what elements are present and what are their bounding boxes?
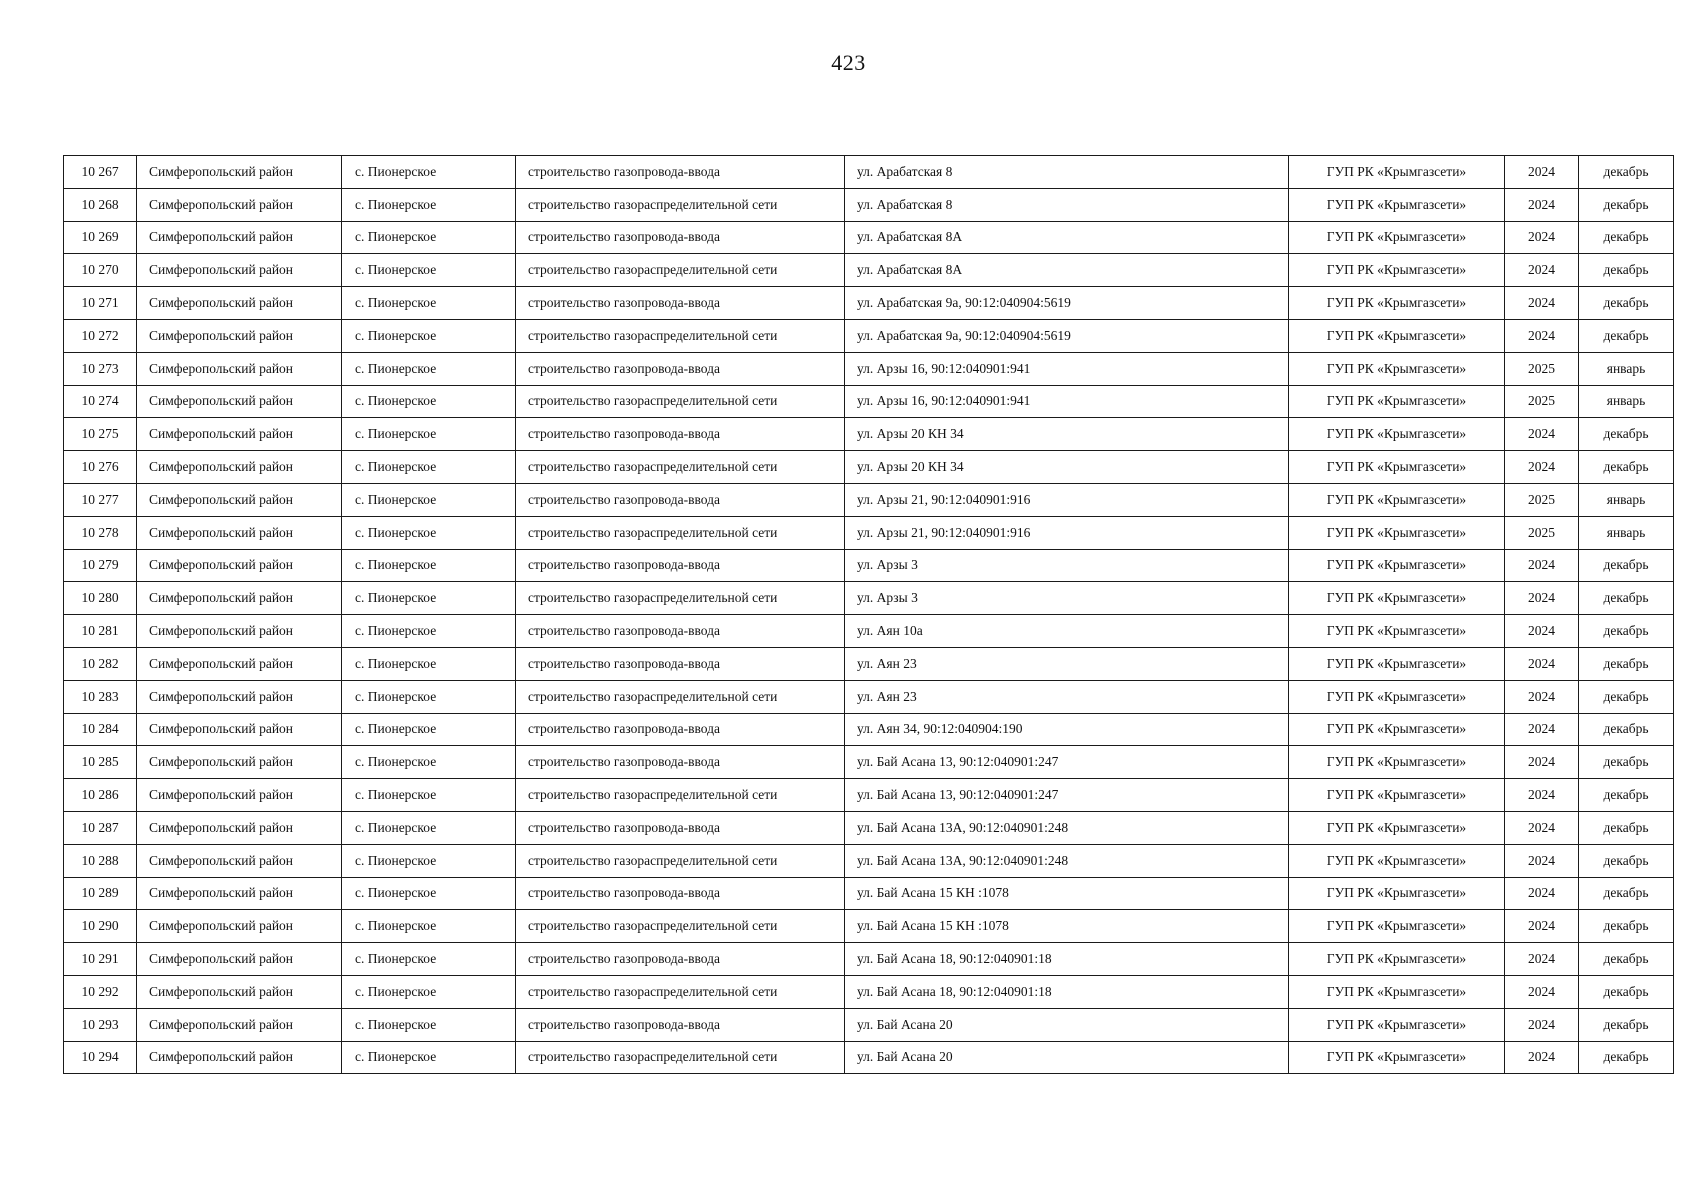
- year-cell: 2024: [1505, 188, 1579, 221]
- district-cell: Симферопольский район: [137, 188, 342, 221]
- work-type-cell: строительство газопровода-ввода: [516, 943, 845, 976]
- month-cell: декабрь: [1579, 680, 1674, 713]
- month-cell: декабрь: [1579, 418, 1674, 451]
- month-cell: январь: [1579, 385, 1674, 418]
- address-cell: ул. Арабатская 8: [845, 156, 1289, 189]
- year-cell: 2024: [1505, 221, 1579, 254]
- year-cell: 2024: [1505, 680, 1579, 713]
- district-cell: Симферопольский район: [137, 156, 342, 189]
- address-cell: ул. Арзы 3: [845, 582, 1289, 615]
- row-number-cell: 10 293: [64, 1008, 137, 1041]
- address-cell: ул. Арзы 20 КН 34: [845, 451, 1289, 484]
- table-row: [64, 385, 1674, 418]
- village-cell: с. Пионерское: [342, 811, 516, 844]
- organization-cell: ГУП РК «Крымгазсети»: [1289, 352, 1505, 385]
- month-cell: декабрь: [1579, 254, 1674, 287]
- district-cell: Симферопольский район: [137, 254, 342, 287]
- year-cell: 2024: [1505, 811, 1579, 844]
- work-type-cell: строительство газораспределительной сети: [516, 1041, 845, 1074]
- work-type-cell: строительство газопровода-ввода: [516, 156, 845, 189]
- village-cell: с. Пионерское: [342, 221, 516, 254]
- table-row: [64, 188, 1674, 221]
- village-cell: с. Пионерское: [342, 943, 516, 976]
- table-row: [64, 221, 1674, 254]
- row-number-cell: 10 281: [64, 615, 137, 648]
- row-number-cell: 10 287: [64, 811, 137, 844]
- district-cell: Симферопольский район: [137, 582, 342, 615]
- address-cell: ул. Бай Асана 13, 90:12:040901:247: [845, 746, 1289, 779]
- table-row: [64, 319, 1674, 352]
- month-cell: декабрь: [1579, 451, 1674, 484]
- row-number-cell: 10 274: [64, 385, 137, 418]
- work-type-cell: строительство газопровода-ввода: [516, 811, 845, 844]
- work-type-cell: строительство газораспределительной сети: [516, 385, 845, 418]
- organization-cell: ГУП РК «Крымгазсети»: [1289, 1008, 1505, 1041]
- district-cell: Симферопольский район: [137, 615, 342, 648]
- address-cell: ул. Арабатская 9а, 90:12:040904:5619: [845, 287, 1289, 320]
- month-cell: декабрь: [1579, 156, 1674, 189]
- work-type-cell: строительство газораспределительной сети: [516, 188, 845, 221]
- row-number-cell: 10 276: [64, 451, 137, 484]
- month-cell: декабрь: [1579, 975, 1674, 1008]
- address-cell: ул. Арабатская 8А: [845, 221, 1289, 254]
- village-cell: с. Пионерское: [342, 254, 516, 287]
- organization-cell: ГУП РК «Крымгазсети»: [1289, 811, 1505, 844]
- work-type-cell: строительство газораспределительной сети: [516, 319, 845, 352]
- district-cell: Симферопольский район: [137, 680, 342, 713]
- district-cell: Симферопольский район: [137, 943, 342, 976]
- table-row: [64, 418, 1674, 451]
- table-row: [64, 877, 1674, 910]
- district-cell: Симферопольский район: [137, 352, 342, 385]
- village-cell: с. Пионерское: [342, 516, 516, 549]
- month-cell: декабрь: [1579, 287, 1674, 320]
- district-cell: Симферопольский район: [137, 746, 342, 779]
- organization-cell: ГУП РК «Крымгазсети»: [1289, 615, 1505, 648]
- organization-cell: ГУП РК «Крымгазсети»: [1289, 746, 1505, 779]
- row-number-cell: 10 291: [64, 943, 137, 976]
- table-row: [64, 713, 1674, 746]
- month-cell: декабрь: [1579, 877, 1674, 910]
- month-cell: январь: [1579, 516, 1674, 549]
- table-row: [64, 451, 1674, 484]
- district-cell: Симферопольский район: [137, 811, 342, 844]
- year-cell: 2024: [1505, 647, 1579, 680]
- village-cell: с. Пионерское: [342, 418, 516, 451]
- year-cell: 2024: [1505, 975, 1579, 1008]
- year-cell: 2024: [1505, 319, 1579, 352]
- table-row: [64, 156, 1674, 189]
- month-cell: декабрь: [1579, 844, 1674, 877]
- table-body: [64, 156, 1674, 1074]
- year-cell: 2025: [1505, 483, 1579, 516]
- row-number-cell: 10 271: [64, 287, 137, 320]
- year-cell: 2024: [1505, 943, 1579, 976]
- table-row: [64, 779, 1674, 812]
- district-cell: Симферопольский район: [137, 516, 342, 549]
- month-cell: декабрь: [1579, 779, 1674, 812]
- address-cell: ул. Арабатская 8: [845, 188, 1289, 221]
- address-cell: ул. Бай Асана 13А, 90:12:040901:248: [845, 844, 1289, 877]
- organization-cell: ГУП РК «Крымгазсети»: [1289, 877, 1505, 910]
- organization-cell: ГУП РК «Крымгазсети»: [1289, 1041, 1505, 1074]
- month-cell: декабрь: [1579, 1008, 1674, 1041]
- table-row: [64, 615, 1674, 648]
- village-cell: с. Пионерское: [342, 582, 516, 615]
- row-number-cell: 10 278: [64, 516, 137, 549]
- district-cell: Симферопольский район: [137, 779, 342, 812]
- row-number-cell: 10 270: [64, 254, 137, 287]
- village-cell: с. Пионерское: [342, 1041, 516, 1074]
- work-type-cell: строительство газопровода-ввода: [516, 483, 845, 516]
- village-cell: с. Пионерское: [342, 975, 516, 1008]
- table-row: [64, 352, 1674, 385]
- village-cell: с. Пионерское: [342, 746, 516, 779]
- year-cell: 2024: [1505, 582, 1579, 615]
- district-cell: Симферопольский район: [137, 319, 342, 352]
- district-cell: Симферопольский район: [137, 713, 342, 746]
- month-cell: декабрь: [1579, 319, 1674, 352]
- row-number-cell: 10 282: [64, 647, 137, 680]
- organization-cell: ГУП РК «Крымгазсети»: [1289, 647, 1505, 680]
- row-number-cell: 10 275: [64, 418, 137, 451]
- village-cell: с. Пионерское: [342, 615, 516, 648]
- organization-cell: ГУП РК «Крымгазсети»: [1289, 385, 1505, 418]
- district-cell: Симферопольский район: [137, 1041, 342, 1074]
- row-number-cell: 10 267: [64, 156, 137, 189]
- district-cell: Симферопольский район: [137, 221, 342, 254]
- month-cell: декабрь: [1579, 713, 1674, 746]
- row-number-cell: 10 290: [64, 910, 137, 943]
- work-type-cell: строительство газораспределительной сети: [516, 844, 845, 877]
- district-cell: Симферопольский район: [137, 647, 342, 680]
- address-cell: ул. Бай Асана 18, 90:12:040901:18: [845, 975, 1289, 1008]
- table-row: [64, 975, 1674, 1008]
- village-cell: с. Пионерское: [342, 877, 516, 910]
- row-number-cell: 10 294: [64, 1041, 137, 1074]
- work-type-cell: строительство газораспределительной сети: [516, 910, 845, 943]
- table-row: [64, 746, 1674, 779]
- village-cell: с. Пионерское: [342, 680, 516, 713]
- district-cell: Симферопольский район: [137, 844, 342, 877]
- table-row: [64, 254, 1674, 287]
- address-cell: ул. Аян 23: [845, 647, 1289, 680]
- village-cell: с. Пионерское: [342, 287, 516, 320]
- district-cell: Симферопольский район: [137, 483, 342, 516]
- district-cell: Симферопольский район: [137, 385, 342, 418]
- district-cell: Симферопольский район: [137, 287, 342, 320]
- table-container: [63, 155, 1674, 1074]
- year-cell: 2024: [1505, 549, 1579, 582]
- month-cell: декабрь: [1579, 811, 1674, 844]
- work-type-cell: строительство газораспределительной сети: [516, 516, 845, 549]
- table-row: [64, 483, 1674, 516]
- organization-cell: ГУП РК «Крымгазсети»: [1289, 156, 1505, 189]
- year-cell: 2024: [1505, 451, 1579, 484]
- village-cell: с. Пионерское: [342, 385, 516, 418]
- organization-cell: ГУП РК «Крымгазсети»: [1289, 975, 1505, 1008]
- month-cell: декабрь: [1579, 1041, 1674, 1074]
- work-type-cell: строительство газопровода-ввода: [516, 549, 845, 582]
- month-cell: декабрь: [1579, 549, 1674, 582]
- organization-cell: ГУП РК «Крымгазсети»: [1289, 188, 1505, 221]
- village-cell: с. Пионерское: [342, 156, 516, 189]
- work-type-cell: строительство газопровода-ввода: [516, 287, 845, 320]
- work-type-cell: строительство газопровода-ввода: [516, 877, 845, 910]
- organization-cell: ГУП РК «Крымгазсети»: [1289, 680, 1505, 713]
- row-number-cell: 10 292: [64, 975, 137, 1008]
- village-cell: с. Пионерское: [342, 779, 516, 812]
- year-cell: 2024: [1505, 1041, 1579, 1074]
- village-cell: с. Пионерское: [342, 483, 516, 516]
- work-type-cell: строительство газопровода-ввода: [516, 352, 845, 385]
- table-row: [64, 844, 1674, 877]
- year-cell: 2024: [1505, 254, 1579, 287]
- row-number-cell: 10 288: [64, 844, 137, 877]
- year-cell: 2024: [1505, 746, 1579, 779]
- month-cell: январь: [1579, 483, 1674, 516]
- month-cell: декабрь: [1579, 647, 1674, 680]
- month-cell: декабрь: [1579, 188, 1674, 221]
- row-number-cell: 10 269: [64, 221, 137, 254]
- year-cell: 2025: [1505, 352, 1579, 385]
- district-cell: Симферопольский район: [137, 1008, 342, 1041]
- organization-cell: ГУП РК «Крымгазсети»: [1289, 451, 1505, 484]
- row-number-cell: 10 284: [64, 713, 137, 746]
- work-type-cell: строительство газопровода-ввода: [516, 1008, 845, 1041]
- organization-cell: ГУП РК «Крымгазсети»: [1289, 844, 1505, 877]
- organization-cell: ГУП РК «Крымгазсети»: [1289, 943, 1505, 976]
- row-number-cell: 10 272: [64, 319, 137, 352]
- village-cell: с. Пионерское: [342, 188, 516, 221]
- organization-cell: ГУП РК «Крымгазсети»: [1289, 319, 1505, 352]
- address-cell: ул. Аян 10а: [845, 615, 1289, 648]
- village-cell: с. Пионерское: [342, 549, 516, 582]
- village-cell: с. Пионерское: [342, 451, 516, 484]
- table-row: [64, 647, 1674, 680]
- table-row: [64, 549, 1674, 582]
- year-cell: 2024: [1505, 713, 1579, 746]
- row-number-cell: 10 279: [64, 549, 137, 582]
- district-cell: Симферопольский район: [137, 975, 342, 1008]
- year-cell: 2024: [1505, 418, 1579, 451]
- address-cell: ул. Аян 23: [845, 680, 1289, 713]
- table-row: [64, 1041, 1674, 1074]
- address-cell: ул. Бай Асана 13А, 90:12:040901:248: [845, 811, 1289, 844]
- year-cell: 2025: [1505, 516, 1579, 549]
- table-row: [64, 582, 1674, 615]
- organization-cell: ГУП РК «Крымгазсети»: [1289, 582, 1505, 615]
- address-cell: ул. Бай Асана 18, 90:12:040901:18: [845, 943, 1289, 976]
- work-type-cell: строительство газопровода-ввода: [516, 713, 845, 746]
- work-type-cell: строительство газораспределительной сети: [516, 779, 845, 812]
- year-cell: 2024: [1505, 615, 1579, 648]
- table-row: [64, 680, 1674, 713]
- year-cell: 2024: [1505, 1008, 1579, 1041]
- gasification-schedule-table: [63, 155, 1674, 1074]
- address-cell: ул. Арабатская 9а, 90:12:040904:5619: [845, 319, 1289, 352]
- address-cell: ул. Арзы 21, 90:12:040901:916: [845, 483, 1289, 516]
- organization-cell: ГУП РК «Крымгазсети»: [1289, 418, 1505, 451]
- year-cell: 2024: [1505, 877, 1579, 910]
- village-cell: с. Пионерское: [342, 352, 516, 385]
- year-cell: 2024: [1505, 287, 1579, 320]
- row-number-cell: 10 289: [64, 877, 137, 910]
- address-cell: ул. Бай Асана 15 КН :1078: [845, 910, 1289, 943]
- year-cell: 2024: [1505, 910, 1579, 943]
- address-cell: ул. Арзы 3: [845, 549, 1289, 582]
- work-type-cell: строительство газопровода-ввода: [516, 647, 845, 680]
- village-cell: с. Пионерское: [342, 910, 516, 943]
- table-row: [64, 811, 1674, 844]
- work-type-cell: строительство газораспределительной сети: [516, 254, 845, 287]
- table-row: [64, 910, 1674, 943]
- organization-cell: ГУП РК «Крымгазсети»: [1289, 910, 1505, 943]
- work-type-cell: строительство газопровода-ввода: [516, 418, 845, 451]
- organization-cell: ГУП РК «Крымгазсети»: [1289, 221, 1505, 254]
- organization-cell: ГУП РК «Крымгазсети»: [1289, 483, 1505, 516]
- month-cell: декабрь: [1579, 910, 1674, 943]
- district-cell: Симферопольский район: [137, 451, 342, 484]
- row-number-cell: 10 268: [64, 188, 137, 221]
- work-type-cell: строительство газораспределительной сети: [516, 975, 845, 1008]
- month-cell: декабрь: [1579, 615, 1674, 648]
- table-row: [64, 287, 1674, 320]
- address-cell: ул. Арабатская 8А: [845, 254, 1289, 287]
- village-cell: с. Пионерское: [342, 844, 516, 877]
- district-cell: Симферопольский район: [137, 418, 342, 451]
- work-type-cell: строительство газораспределительной сети: [516, 582, 845, 615]
- table-row: [64, 943, 1674, 976]
- row-number-cell: 10 286: [64, 779, 137, 812]
- village-cell: с. Пионерское: [342, 647, 516, 680]
- month-cell: декабрь: [1579, 746, 1674, 779]
- year-cell: 2025: [1505, 385, 1579, 418]
- address-cell: ул. Арзы 20 КН 34: [845, 418, 1289, 451]
- address-cell: ул. Арзы 16, 90:12:040901:941: [845, 385, 1289, 418]
- organization-cell: ГУП РК «Крымгазсети»: [1289, 713, 1505, 746]
- work-type-cell: строительство газопровода-ввода: [516, 746, 845, 779]
- address-cell: ул. Аян 34, 90:12:040904:190: [845, 713, 1289, 746]
- month-cell: декабрь: [1579, 221, 1674, 254]
- organization-cell: ГУП РК «Крымгазсети»: [1289, 549, 1505, 582]
- row-number-cell: 10 273: [64, 352, 137, 385]
- organization-cell: ГУП РК «Крымгазсети»: [1289, 779, 1505, 812]
- table-row: [64, 1008, 1674, 1041]
- organization-cell: ГУП РК «Крымгазсети»: [1289, 254, 1505, 287]
- address-cell: ул. Арзы 21, 90:12:040901:916: [845, 516, 1289, 549]
- village-cell: с. Пионерское: [342, 1008, 516, 1041]
- month-cell: декабрь: [1579, 943, 1674, 976]
- address-cell: ул. Бай Асана 20: [845, 1041, 1289, 1074]
- row-number-cell: 10 277: [64, 483, 137, 516]
- row-number-cell: 10 280: [64, 582, 137, 615]
- village-cell: с. Пионерское: [342, 319, 516, 352]
- village-cell: с. Пионерское: [342, 713, 516, 746]
- table-row: [64, 516, 1674, 549]
- district-cell: Симферопольский район: [137, 549, 342, 582]
- month-cell: декабрь: [1579, 582, 1674, 615]
- organization-cell: ГУП РК «Крымгазсети»: [1289, 516, 1505, 549]
- address-cell: ул. Бай Асана 13, 90:12:040901:247: [845, 779, 1289, 812]
- row-number-cell: 10 283: [64, 680, 137, 713]
- address-cell: ул. Бай Асана 15 КН :1078: [845, 877, 1289, 910]
- page-number: 423: [831, 50, 866, 75]
- year-cell: 2024: [1505, 779, 1579, 812]
- year-cell: 2024: [1505, 156, 1579, 189]
- work-type-cell: строительство газопровода-ввода: [516, 615, 845, 648]
- work-type-cell: строительство газораспределительной сети: [516, 680, 845, 713]
- row-number-cell: 10 285: [64, 746, 137, 779]
- year-cell: 2024: [1505, 844, 1579, 877]
- work-type-cell: строительство газораспределительной сети: [516, 451, 845, 484]
- district-cell: Симферопольский район: [137, 877, 342, 910]
- district-cell: Симферопольский район: [137, 910, 342, 943]
- organization-cell: ГУП РК «Крымгазсети»: [1289, 287, 1505, 320]
- address-cell: ул. Бай Асана 20: [845, 1008, 1289, 1041]
- address-cell: ул. Арзы 16, 90:12:040901:941: [845, 352, 1289, 385]
- month-cell: январь: [1579, 352, 1674, 385]
- work-type-cell: строительство газопровода-ввода: [516, 221, 845, 254]
